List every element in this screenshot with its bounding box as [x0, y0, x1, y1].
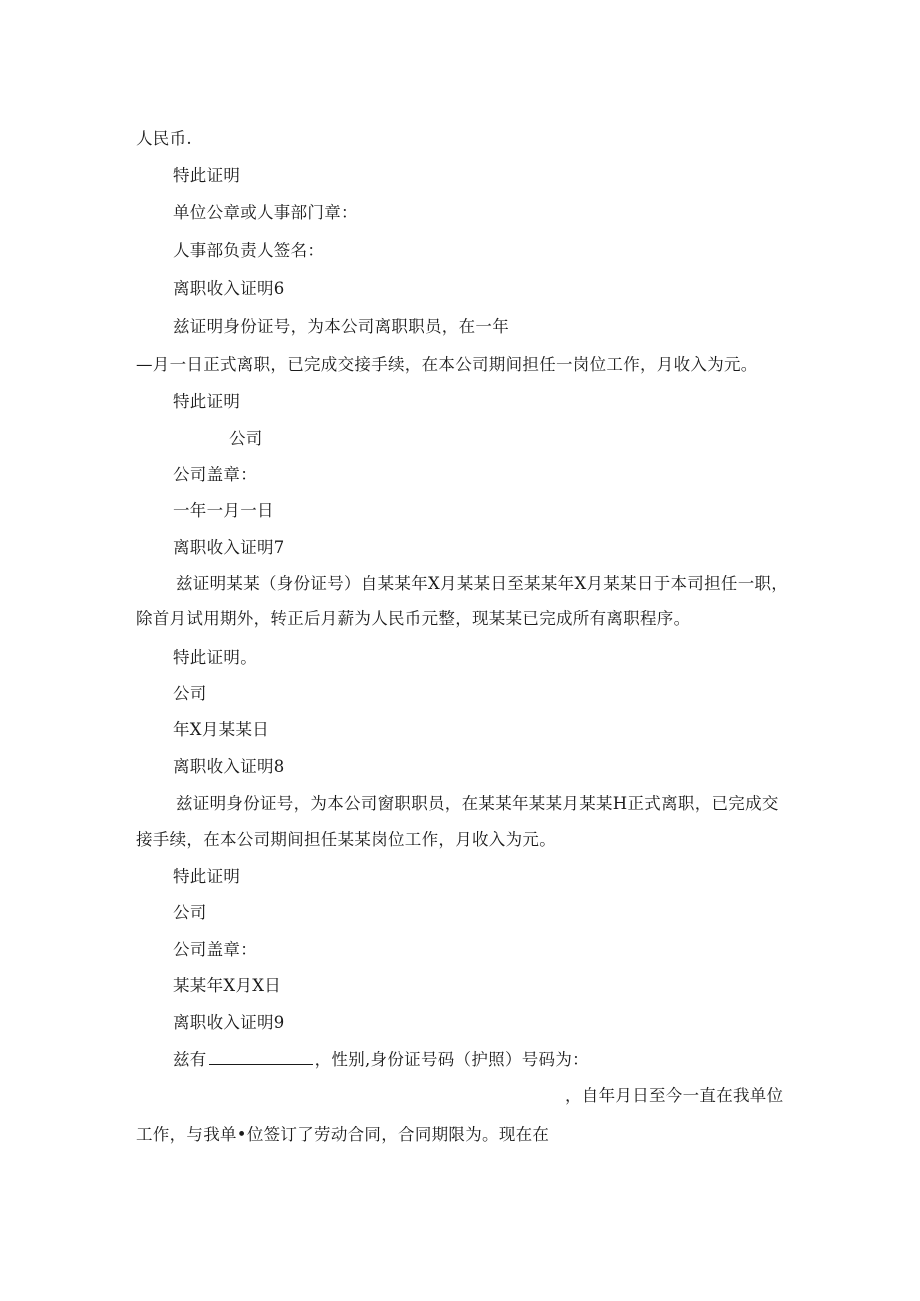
blank-underline — [209, 1048, 313, 1065]
text-line: ，自年月日至今一直在我单位 — [565, 1086, 784, 1105]
text-line: 公司 — [229, 429, 263, 448]
text-line: 兹证明身份证号，为本公司窗职职员，在某某年某某月某某H正式离职，已完成交 — [176, 794, 779, 813]
text-line: 兹证明身份证号，为本公司离职职员，在一年 — [173, 317, 509, 336]
section-title: 离职收入证明9 — [173, 1013, 285, 1032]
section-title: 离职收入证明8 — [173, 757, 285, 776]
text-line: 公司盖章： — [173, 465, 257, 484]
text-line: 公司盖章： — [173, 940, 257, 959]
text-line: 接手续，在本公司期间担任某某岗位工作，月收入为元。 — [136, 830, 556, 849]
text-line: —月一日正式离职，已完成交接手续，在本公司期间担任一岗位工作，月收入为元。 — [136, 355, 758, 374]
text-line: 特此证明 — [173, 392, 241, 411]
section-title: 离职收入证明7 — [173, 538, 285, 557]
text-line: 工作，与我单•位签订了劳动合同，合同期限为。现在在 — [136, 1125, 550, 1144]
text-line: 除首月试用期外，转正后月薪为人民币元整，现某某已完成所有离职程序。 — [136, 609, 691, 628]
text-line: 一年一月一日 — [173, 501, 274, 520]
text-fragment: ，性别,身份证号码（护照）号码为： — [314, 1050, 589, 1069]
text-line: 特此证明 — [173, 867, 241, 886]
text-line: 兹证明某某（身份证号）自某某年X月某某日至某某年X月某某日于本司担任一职， — [176, 574, 789, 593]
text-line — [173, 1048, 589, 1071]
text-line: 人事部负责人签名： — [173, 241, 325, 260]
text-line: 人民币. — [136, 129, 192, 148]
text-line: 某某年X月X日 — [173, 976, 282, 995]
text-line: 公司 — [173, 903, 207, 922]
text-line: 年X月某某日 — [173, 720, 270, 739]
text-fragment: 兹有 — [173, 1050, 207, 1069]
text-line: 单位公章或人事部门章： — [173, 203, 358, 222]
section-title: 离职收入证明6 — [173, 279, 285, 298]
text-line: 特此证明 — [173, 166, 241, 185]
text-line: 公司 — [173, 684, 207, 703]
text-line: 特此证明。 — [173, 648, 257, 667]
